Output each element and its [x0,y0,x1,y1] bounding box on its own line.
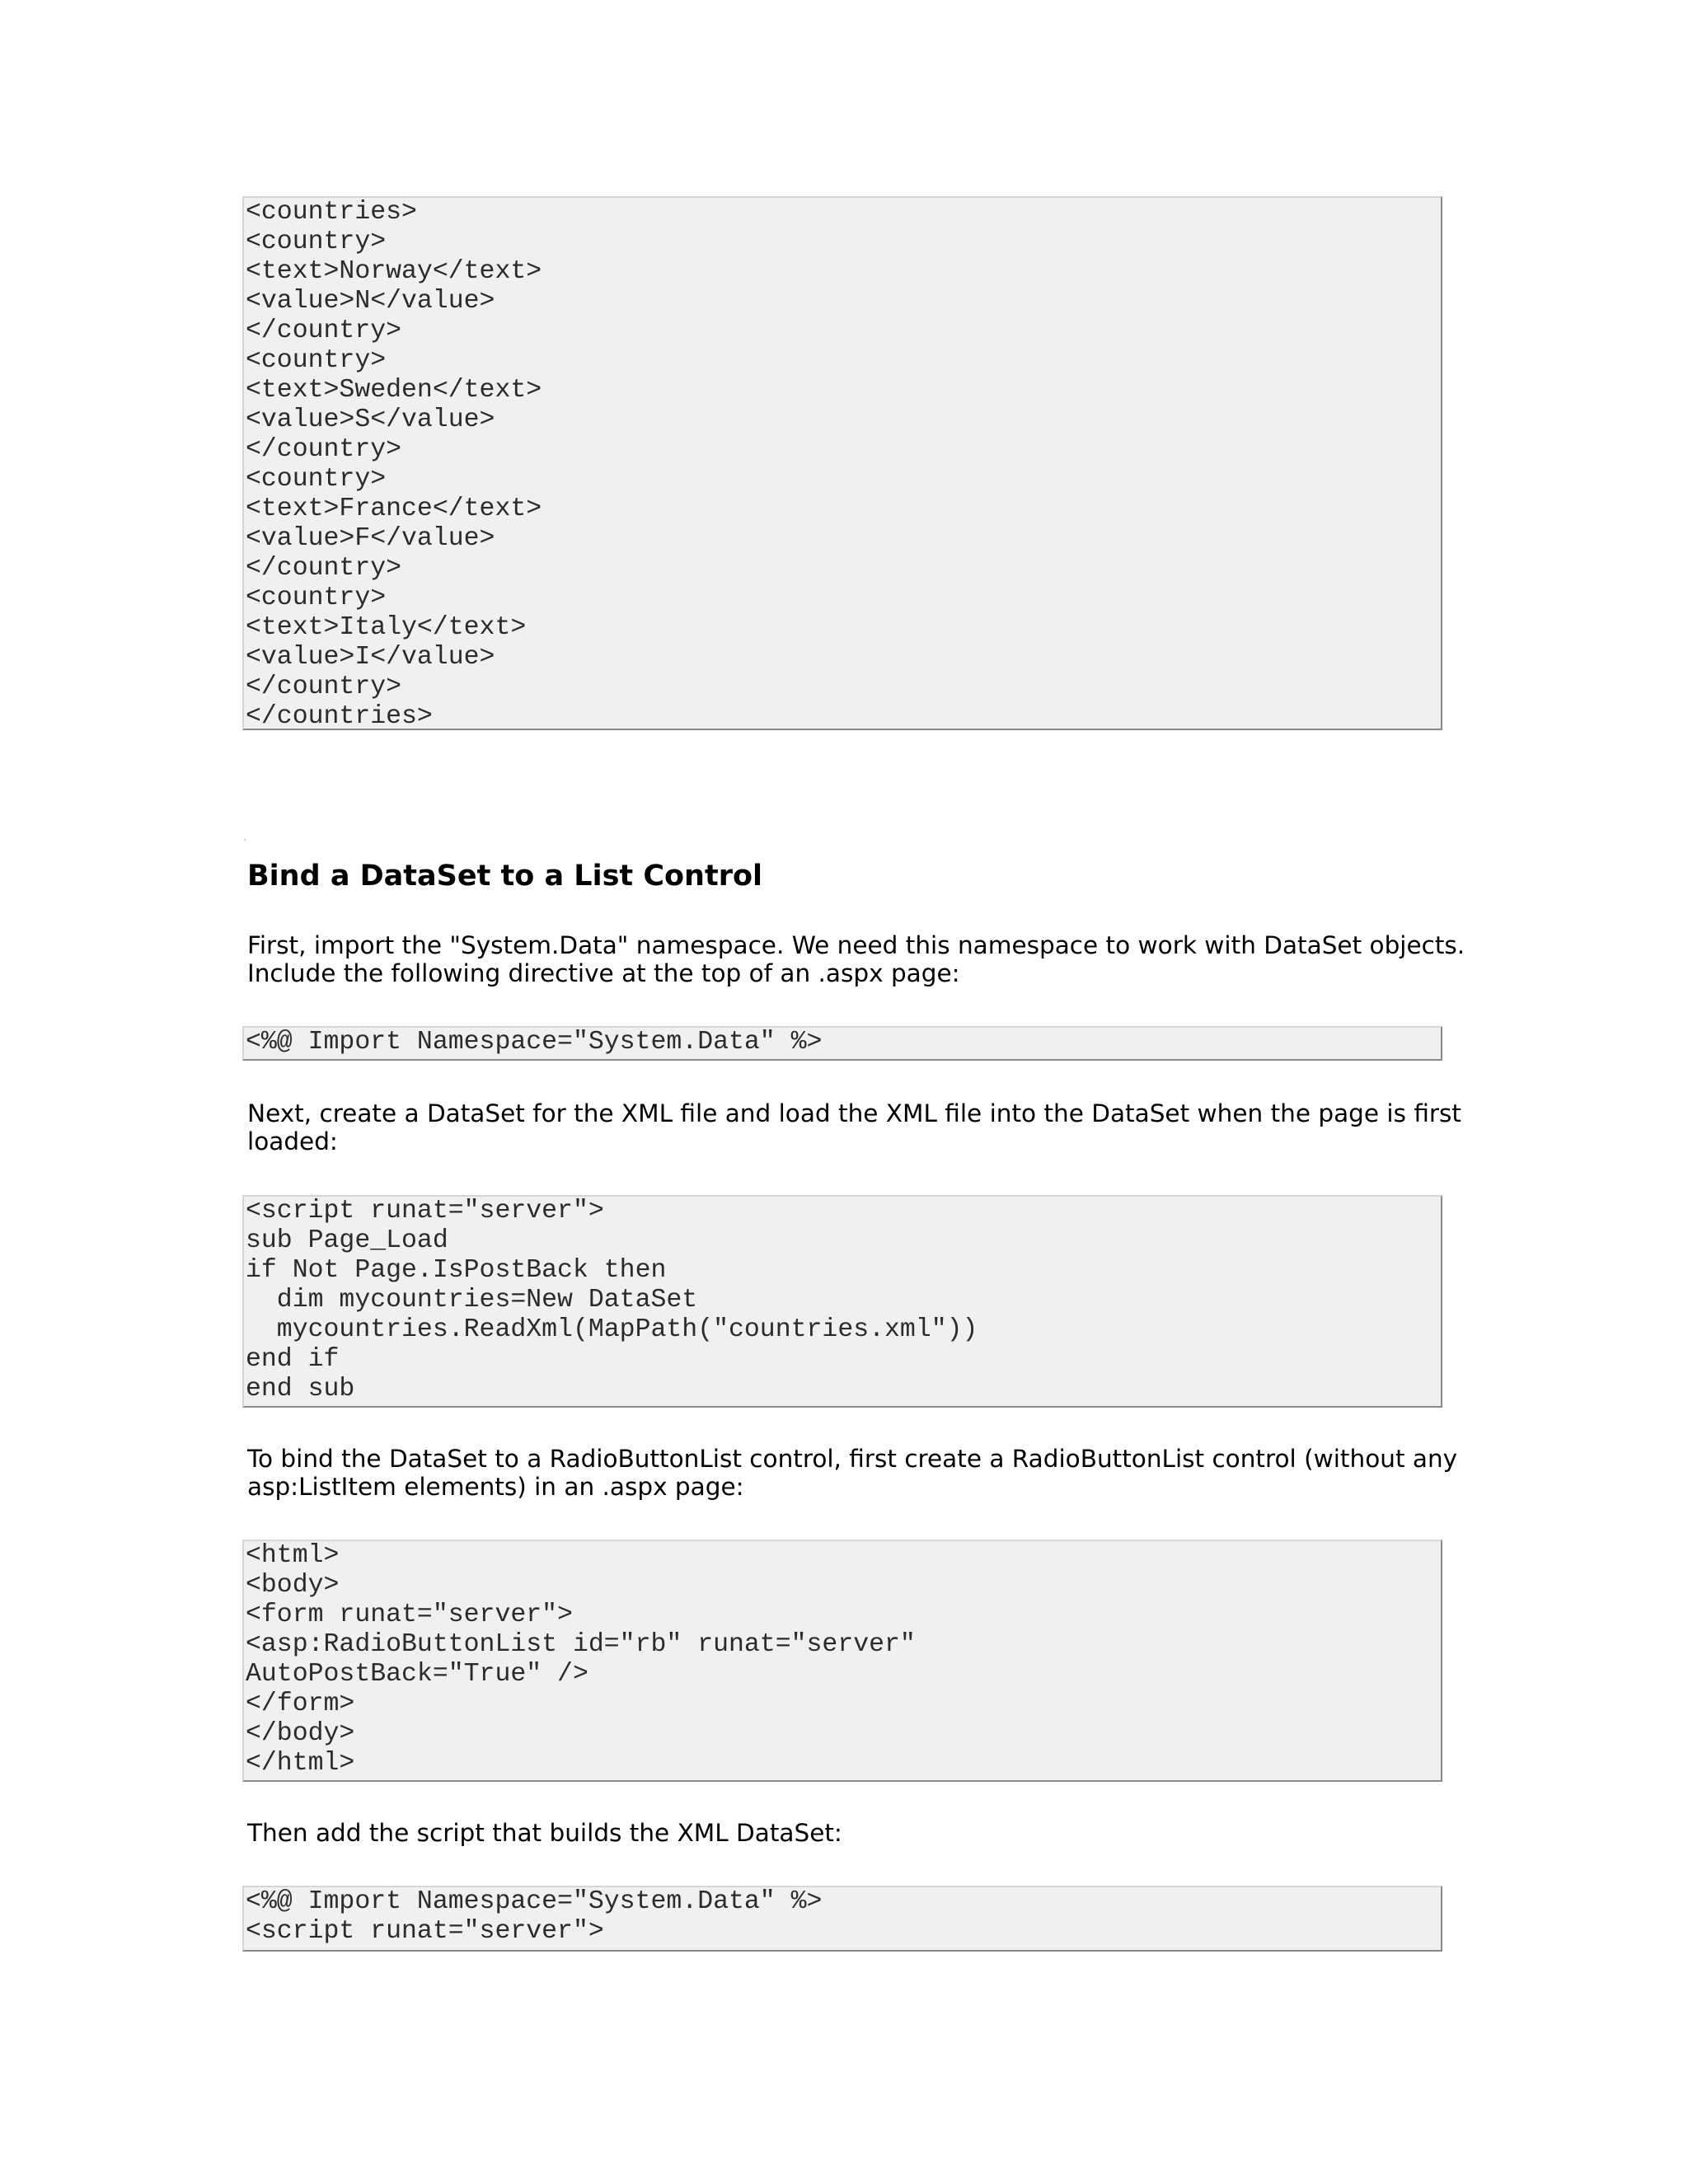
code-line: <body> [246,1571,340,1600]
code-line: <%@ Import Namespace="System.Data" %> [246,1028,823,1057]
code-line: </country> [246,316,402,345]
paragraph-add-script [247,1819,842,1847]
code-line: <form runat="server"> [246,1601,573,1629]
paragraph-bind-radiobuttonlist [247,1445,1457,1501]
paragraph-line: Then add the script that builds the XML DataSet: [247,1819,842,1847]
paragraph-line: loaded: [247,1127,338,1155]
code-line: <text>France</text> [246,494,542,523]
code-line: <country> [246,465,387,494]
code-block-import-directive [242,1026,1442,1061]
code-block-countries-xml [242,196,1442,730]
paragraph-line: To bind the DataSet to a RadioButtonList control, first create a RadioButtonList control (without any [247,1445,1458,1473]
code-line: <countries> [246,198,417,227]
code-line: </countries> [246,702,433,731]
code-block-page-load-script [242,1195,1442,1408]
code-line: dim mycountries=New DataSet [246,1286,698,1315]
code-line: mycountries.ReadXml(MapPath("countries.xml")) [246,1315,978,1344]
code-line: </body> [246,1719,355,1748]
paragraph-line: Next, create a DataSet for the XML file and load the XML file into the DataSet when the page is first [247,1099,1461,1127]
section-heading: Bind a DataSet to a List Control [247,860,763,893]
code-line: <html> [246,1541,340,1570]
code-line: </country> [246,554,402,583]
code-line: <script runat="server"> [246,1917,604,1946]
code-line: if Not Page.IsPostBack then [246,1256,667,1285]
paragraph-import-namespace [247,931,1465,987]
code-line: <value>N</value> [246,287,495,316]
paragraph-line: First, import the "System.Data" namespace. We need this namespace to work with DataSet objects. [247,931,1465,959]
code-line: end sub [246,1375,355,1404]
code-block-aspx-markup [242,1540,1442,1782]
code-line: <text>Sweden</text> [246,376,542,405]
paragraph-create-dataset [247,1099,1461,1155]
paragraph-line: asp:ListItem elements) in an .aspx page: [247,1473,744,1501]
code-line: </country> [246,435,402,464]
code-line: <script runat="server"> [246,1197,604,1226]
code-line: <value>S</value> [246,405,495,434]
code-line: <asp:RadioButtonList id="rb" runat="server" [246,1630,916,1659]
code-line: <country> [246,346,387,375]
code-line: <country> [246,227,387,256]
code-line: </form> [246,1690,355,1718]
code-block-final-script [242,1886,1442,1952]
code-line: <value>I</value> [246,643,495,672]
code-line: <value>F</value> [246,524,495,553]
stray-dot [244,839,246,841]
code-line: </country> [246,673,402,701]
paragraph-line: Include the following directive at the top of an .aspx page: [247,959,960,987]
code-line: <text>Norway</text> [246,257,542,286]
code-line: end if [246,1345,340,1374]
code-line: <country> [246,583,387,612]
code-line: sub Page_Load [246,1226,448,1255]
code-line: </html> [246,1749,355,1778]
code-line: <%@ Import Namespace="System.Data" %> [246,1887,823,1916]
code-line: AutoPostBack="True" /> [246,1660,588,1689]
code-line: <text>Italy</text> [246,613,527,642]
